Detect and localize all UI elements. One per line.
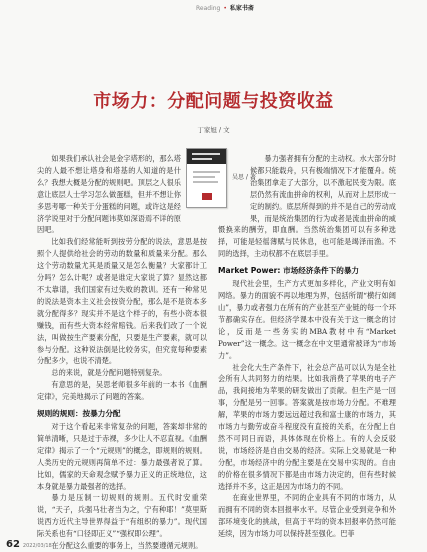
right-column [218, 153, 396, 545]
paragraph: 如果我们承认社会是金字塔形的，那么塔尖的人最不想让塔身和塔基的人知道的是什么？我想大概是分配的规则吧。顶层之人很乐意让底层人士学习怎么做蛋糕，但并不想让你多思考哪一种关于分蛋糕的问题，或许这是经济学说里对于分配问题讳莫如深语焉不详的原因吧。 [37, 154, 181, 235]
section-heading: 规则的规则：按暴力分配 [37, 409, 121, 419]
page-footer [6, 536, 52, 552]
section-label-zh: 私家书斋 [229, 5, 254, 12]
paragraph: 比如我们经常能听到按劳分配的说法，意思是按照个人提供给社会的劳动的数量和质量来分配。那么这个劳动数量尤其是质量又是怎么衡量？大家都计工分吗？怎么计呢？或者是谁定大家说了算？显然这都不太靠谱，我们国家有过失败的教训。还有一种常见的说法是资本主义社会按资分配，那么是不是资本多就分配得多？现实并不是这个样子的，有些小资本很赚钱，而有些大资本经常赔钱。后来我们改了一个说法，叫做按生产要素分配，只要是生产要素，就可以参与分配。这种说法倒是比较务实，但究竟每种要素分配多少，也说不清楚。 [37, 237, 207, 366]
paragraph: 对于这个看起来非常复杂的问题，答案却非常的简单清晰，只是过于赤裸，多少让人不忍直视。《血酬定律》揭示了一个“元规则”的概念，即规则的规则。人类历史的元规则再简单不过：暴力最强者说了算。比如，儒家的天命观念赋予暴力正义的正统地位，这本身就是暴力最强者的选择。 [37, 422, 207, 491]
paragraph: 暴力是压制一切规则的规则。五代时安重荣说，“天子，兵强马壮者当为之，宁有种耶！”莫里斯说西方近代主导世界得益于“有组织的暴力”。现代国际关系也有“口径即正义”“强权即公理”。 [37, 493, 207, 539]
section-header [196, 5, 254, 13]
separator-dot: • [223, 5, 227, 12]
paragraph: 现代社会里，生产方式更加多样化，产业文明有如网络。暴力的面貌不再以地理为界，包括所谓“横行如阔山”，暴力或者强力在所有的产业甚至产业链的每一个环节都确实存在。但经济学课本中没有关于这一概念的讨论，反而是一些务实的MBA教材中有“Market Power”这一概念。这一概念在中文里通常被译为“市场力”。 [218, 279, 396, 360]
paragraph: 有意思的是，吴思老师很多年前的一本书《血酬定律》，完美地揭示了问题的答案。 [37, 380, 207, 402]
issue-date: 2022/03/18 [22, 543, 52, 549]
figure-spacer [218, 153, 250, 213]
figure-spacer [181, 153, 207, 215]
section-heading: Market Power: 市场经济条件下的暴力 [218, 266, 360, 276]
page-number: 62 [6, 539, 20, 550]
paragraph: 在商业世界里，不同的企业具有不同的市场力，从而拥有不同的资本回报率水平。尽管企业受到竞争和外部环境变化的挑战，但高于平均的资本回报率仍然可能延续，因为市场力可以保持甚至强化。巴菲 [218, 493, 396, 539]
article-title: 市场力：分配问题与投资收益 [93, 91, 334, 112]
paragraph: 暴力强者拥有分配的主动权。水大部分时候都只能载舟，只有极端情况下才能覆舟。统治集团拿走了大部分，以不激起民变为限。底层仍然有流血拼命的权利，从而对上层形成一定的制约。底层所得到的并不是自己的劳动成果，而是统治集团的行为或者是流血拼命的威慑换来的酬劳，即血酬。当然统治集团可以有多种选择，可能是轻徭薄赋与民休息，也可能是竭泽而渔。不同的选择，主动权都不在底层手里。 [218, 154, 396, 259]
article-byline: 丁家旭 / 文 [197, 126, 230, 134]
paragraph: 社会化大生产条件下，社会总产品可以认为是全社会所有人共同努力的结果。比如我消费了苹果的电子产品，我间接地为苹果的研发做出了贡献。但生产是一回事，分配是另一回事。答案就是按市场力分配。不难理解，苹果的市场力要远远超过我和富士康的市场力，其市场力与勤劳或奋斗程度没有直接的关系，在分配上自然不可同日而语，具体体现在价格上。有的人会反驳说，市场经济是自由交易的经济。实际上交易就是一种分配，市场经济中的分配主要是在交易中实现的。自由的价格在很多情况下都是由市场力决定的，但有些时候选择并不多，这正是因为市场力的不同。 [218, 362, 396, 491]
section-label-en: Reading [196, 5, 221, 12]
paragraph: 总的来说，就是分配问题特别复杂。 [51, 368, 167, 378]
book-author-caption: 吴思 / 著 [232, 174, 256, 181]
paragraph: 在分配这么重要的事务上，当然要遵循元规则。 [51, 541, 203, 551]
